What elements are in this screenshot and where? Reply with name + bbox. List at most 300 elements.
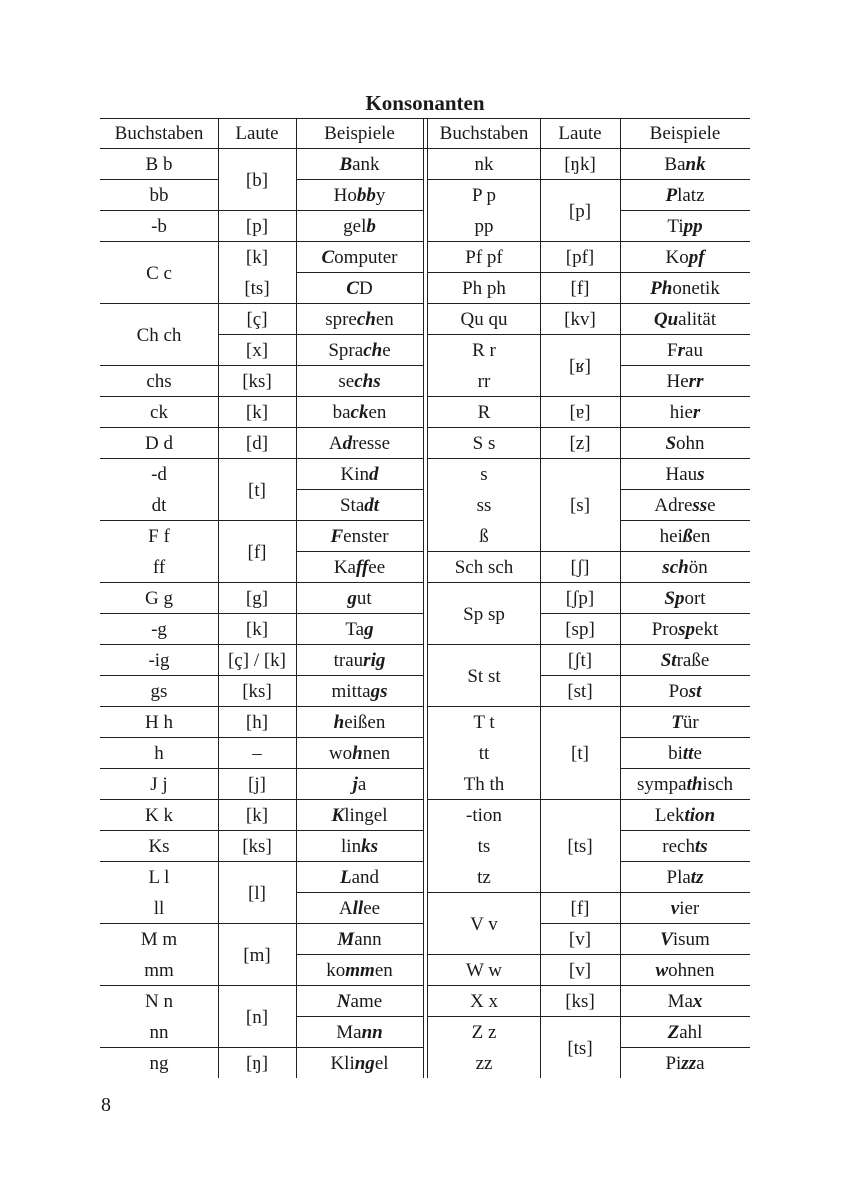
example-cell: Straße xyxy=(660,650,710,671)
row-rule xyxy=(428,272,540,273)
sound-cell: [ks] xyxy=(242,371,272,392)
row-rule xyxy=(100,396,218,397)
letter-cell: nn xyxy=(149,1022,169,1043)
row-rule xyxy=(540,923,620,924)
row-rule xyxy=(100,861,218,862)
letter-cell: ß xyxy=(479,526,489,547)
sound-cell: [k] xyxy=(245,402,269,423)
sound-cell: [ks] xyxy=(242,681,272,702)
letter-cell: P p xyxy=(471,185,497,206)
row-rule xyxy=(296,458,423,459)
column-header: Beispiele xyxy=(324,123,395,144)
letter-cell: ff xyxy=(152,557,166,578)
row-rule xyxy=(540,179,620,180)
row-rule xyxy=(620,241,750,242)
example-cell: CD xyxy=(346,278,373,299)
example-cell: bitte xyxy=(668,743,702,764)
sound-cell: [k] xyxy=(245,619,269,640)
row-rule xyxy=(540,985,620,986)
example-cell: Klingel xyxy=(331,805,388,826)
row-rule xyxy=(296,706,423,707)
letter-cell: Z z xyxy=(471,1022,497,1043)
row-rule xyxy=(296,210,423,211)
divider-rule xyxy=(427,118,428,1078)
letter-cell: dt xyxy=(151,495,167,516)
row-rule xyxy=(428,458,540,459)
row-rule xyxy=(428,303,540,304)
example-cell: rechts xyxy=(662,836,708,857)
row-rule xyxy=(218,830,296,831)
example-cell: hier xyxy=(669,402,701,423)
sound-cell: [ŋk] xyxy=(564,154,596,175)
letter-cell: -tion xyxy=(466,805,502,826)
letter-cell: Ch ch xyxy=(136,324,182,346)
example-cell: sprechen xyxy=(325,309,394,330)
sound-cell: [ʃt] xyxy=(567,650,593,671)
sound-cell: [x] xyxy=(245,340,269,361)
sound-cell: [ŋ] xyxy=(245,1053,269,1074)
row-rule xyxy=(100,520,218,521)
example-cell: Bank xyxy=(339,154,380,175)
letter-cell: ng xyxy=(149,1053,169,1074)
sound-cell: [t] xyxy=(571,743,589,764)
sound-cell: [k] xyxy=(245,805,269,826)
row-rule xyxy=(540,706,620,707)
letter-cell: Sp sp xyxy=(463,603,505,625)
row-rule xyxy=(428,241,540,242)
example-cell: traurig xyxy=(333,650,386,671)
letter-cell: Sch sch xyxy=(454,557,514,578)
example-cell: Platz xyxy=(665,185,705,206)
row-rule xyxy=(296,613,423,614)
example-cell: Visum xyxy=(660,929,710,950)
row-rule xyxy=(620,613,750,614)
row-rule xyxy=(218,365,296,366)
sound-cell: [ts] xyxy=(567,836,593,857)
row-rule xyxy=(620,210,750,211)
row-rule xyxy=(428,582,540,583)
row-rule xyxy=(428,179,540,180)
letter-cell: ts xyxy=(477,836,491,857)
sound-cell: [s] xyxy=(569,495,591,516)
row-rule xyxy=(620,582,750,583)
sound-cell: [ts] xyxy=(567,1037,593,1059)
row-rule xyxy=(540,613,620,614)
letter-cell: C c xyxy=(146,262,172,284)
example-cell: Stadt xyxy=(339,495,380,516)
row-rule xyxy=(620,427,750,428)
sound-cell: [f] xyxy=(247,541,267,563)
row-rule xyxy=(218,458,296,459)
example-cell: Mann xyxy=(337,929,382,950)
row-rule xyxy=(540,799,620,800)
example-cell: Land xyxy=(339,867,380,888)
row-rule xyxy=(620,396,750,397)
column-header: Laute xyxy=(558,123,602,144)
row-rule xyxy=(218,241,296,242)
row-rule xyxy=(428,985,540,986)
example-cell: Post xyxy=(668,681,702,702)
sound-cell: [v] xyxy=(568,960,592,981)
row-rule xyxy=(620,458,750,459)
row-rule xyxy=(620,768,750,769)
row-rule xyxy=(296,241,423,242)
example-cell: Adresse xyxy=(654,495,716,516)
row-rule xyxy=(620,334,750,335)
row-rule xyxy=(620,861,750,862)
letter-cell: s xyxy=(480,464,488,485)
row-rule xyxy=(620,1047,750,1048)
example-cell: Tipp xyxy=(667,216,703,237)
sound-cell: [l] xyxy=(248,882,266,904)
letter-cell: Th th xyxy=(463,774,505,795)
row-rule xyxy=(540,303,620,304)
letter-cell: ss xyxy=(476,495,492,516)
row-rule xyxy=(540,396,620,397)
row-rule xyxy=(218,582,296,583)
row-rule xyxy=(100,675,218,676)
example-cell: Max xyxy=(667,991,703,1012)
sound-cell: [pf] xyxy=(565,247,595,268)
row-rule xyxy=(540,644,620,645)
row-rule xyxy=(296,737,423,738)
row-rule xyxy=(620,489,750,490)
row-rule xyxy=(620,830,750,831)
row-rule xyxy=(540,272,620,273)
sound-cell: [z] xyxy=(569,433,591,454)
row-rule xyxy=(296,1016,423,1017)
row-rule xyxy=(428,799,540,800)
letter-cell: pp xyxy=(474,216,494,237)
sound-cell: [kv] xyxy=(564,309,596,330)
row-rule xyxy=(296,923,423,924)
row-rule xyxy=(620,985,750,986)
sound-cell: [h] xyxy=(245,712,269,733)
letter-cell: W w xyxy=(465,960,503,981)
example-cell: Kind xyxy=(340,464,379,485)
row-rule xyxy=(296,489,423,490)
row-rule xyxy=(100,210,218,211)
row-rule xyxy=(296,303,423,304)
sound-cell: [n] xyxy=(245,1006,269,1028)
row-rule xyxy=(620,892,750,893)
row-rule xyxy=(218,768,296,769)
row-rule xyxy=(100,923,218,924)
letter-cell: S s xyxy=(472,433,496,454)
row-rule xyxy=(218,427,296,428)
example-cell: Kopf xyxy=(665,247,705,268)
row-rule xyxy=(428,1016,540,1017)
row-rule xyxy=(100,737,218,738)
row-rule xyxy=(428,892,540,893)
sound-cell: [p] xyxy=(568,200,592,222)
example-cell: Fenster xyxy=(330,526,389,547)
letter-cell: Ph ph xyxy=(462,278,506,299)
column-rule xyxy=(620,118,621,1078)
column-rule xyxy=(540,118,541,1078)
row-rule xyxy=(540,954,620,955)
row-rule xyxy=(100,644,218,645)
sound-cell: [m] xyxy=(243,944,271,966)
letter-cell: T t xyxy=(473,712,495,733)
row-rule xyxy=(620,179,750,180)
example-cell: ja xyxy=(352,774,367,795)
example-cell: Phonetik xyxy=(650,278,720,299)
row-rule xyxy=(620,799,750,800)
example-cell: Zahl xyxy=(667,1022,703,1043)
example-cell: Sohn xyxy=(665,433,705,454)
example-cell: Herr xyxy=(666,371,704,392)
row-rule xyxy=(620,644,750,645)
row-rule xyxy=(218,396,296,397)
row-rule xyxy=(620,954,750,955)
letter-cell: K k xyxy=(145,805,173,826)
row-rule xyxy=(540,334,620,335)
row-rule xyxy=(100,830,218,831)
row-rule xyxy=(100,768,218,769)
sound-cell: [ʁ] xyxy=(569,355,591,377)
letter-cell: V v xyxy=(470,913,498,935)
row-rule xyxy=(218,985,296,986)
page-title: Konsonanten xyxy=(365,91,485,115)
example-cell: Prospekt xyxy=(651,619,719,640)
divider-rule xyxy=(423,118,424,1078)
sound-cell: [ks] xyxy=(242,836,272,857)
letter-cell: mm xyxy=(144,960,174,981)
row-rule xyxy=(296,768,423,769)
row-rule xyxy=(428,954,540,955)
letter-cell: B b xyxy=(145,154,173,175)
letter-cell: H h xyxy=(145,712,173,733)
letter-cell: gs xyxy=(150,681,168,702)
row-rule xyxy=(620,551,750,552)
example-cell: schön xyxy=(662,557,708,578)
letter-cell: ll xyxy=(153,898,165,919)
letter-cell: Ks xyxy=(148,836,170,857)
example-cell: Kaffee xyxy=(333,557,386,578)
row-rule xyxy=(540,458,620,459)
letter-cell: M m xyxy=(140,929,178,950)
example-cell: sechs xyxy=(338,371,381,392)
row-rule xyxy=(218,644,296,645)
sound-cell: [t] xyxy=(248,479,266,501)
sound-cell: [v] xyxy=(568,929,592,950)
sound-cell: [j] xyxy=(248,774,266,795)
row-rule xyxy=(296,520,423,521)
row-rule xyxy=(296,551,423,552)
letter-cell: Qu qu xyxy=(460,309,508,330)
row-rule xyxy=(296,675,423,676)
letter-cell: rr xyxy=(477,371,491,392)
sound-cell: [ç] xyxy=(246,309,268,330)
example-cell: Mann xyxy=(336,1022,383,1043)
row-rule xyxy=(620,1016,750,1017)
row-rule xyxy=(428,644,540,645)
example-cell: Haus xyxy=(665,464,705,485)
row-rule xyxy=(296,272,423,273)
example-cell: Qualität xyxy=(653,309,717,330)
row-rule xyxy=(100,582,218,583)
example-cell: Computer xyxy=(321,247,398,268)
letter-cell: -b xyxy=(151,216,167,237)
letter-cell: L l xyxy=(148,867,170,888)
sound-cell: [ɐ] xyxy=(569,402,591,423)
row-rule xyxy=(620,272,750,273)
example-cell: mittags xyxy=(331,681,388,702)
letter-cell: -g xyxy=(151,619,167,640)
example-cell: Hobby xyxy=(333,185,386,206)
header-rule xyxy=(100,148,750,149)
row-rule xyxy=(296,427,423,428)
letter-cell: St st xyxy=(467,665,501,687)
row-rule xyxy=(218,706,296,707)
example-cell: Tag xyxy=(345,619,374,640)
letter-cell: X x xyxy=(470,991,498,1012)
row-rule xyxy=(218,923,296,924)
row-rule xyxy=(296,365,423,366)
row-rule xyxy=(218,861,296,862)
example-cell: links xyxy=(341,836,378,857)
sound-cell: [ks] xyxy=(565,991,595,1012)
letter-cell: J j xyxy=(150,774,168,795)
row-rule xyxy=(296,644,423,645)
sound-cell: [g] xyxy=(245,588,269,609)
row-rule xyxy=(218,737,296,738)
row-rule xyxy=(540,582,620,583)
row-rule xyxy=(540,241,620,242)
row-rule xyxy=(296,985,423,986)
example-cell: Allee xyxy=(338,898,381,919)
example-cell: backen xyxy=(332,402,387,423)
letter-cell: tt xyxy=(478,743,490,764)
row-rule xyxy=(428,396,540,397)
row-rule xyxy=(620,706,750,707)
row-rule xyxy=(218,210,296,211)
row-rule xyxy=(296,179,423,180)
row-rule xyxy=(296,582,423,583)
row-rule xyxy=(620,675,750,676)
row-rule xyxy=(540,551,620,552)
row-rule xyxy=(540,427,620,428)
row-rule xyxy=(540,892,620,893)
row-rule xyxy=(428,706,540,707)
example-cell: Name xyxy=(336,991,383,1012)
example-cell: Frau xyxy=(667,340,703,361)
example-cell: Adresse xyxy=(328,433,391,454)
column-rule xyxy=(218,118,219,1078)
letter-cell: h xyxy=(154,743,164,764)
row-rule xyxy=(218,334,296,335)
example-cell: wohnen xyxy=(328,743,391,764)
example-cell: gut xyxy=(347,588,372,609)
example-cell: vier xyxy=(670,898,700,919)
row-rule xyxy=(620,365,750,366)
example-cell: Platz xyxy=(666,867,704,888)
example-cell: sympathisch xyxy=(636,774,734,795)
sound-cell: [b] xyxy=(245,169,269,191)
sound-cell: [ts] xyxy=(244,278,270,299)
row-rule xyxy=(296,830,423,831)
row-rule xyxy=(620,303,750,304)
page-number: 8 xyxy=(101,1094,111,1116)
sound-cell: [k] xyxy=(245,247,269,268)
row-rule xyxy=(620,520,750,521)
row-rule xyxy=(100,241,218,242)
letter-cell: chs xyxy=(146,371,172,392)
sound-cell: – xyxy=(252,743,262,764)
letter-cell: zz xyxy=(475,1053,493,1074)
row-rule xyxy=(428,427,540,428)
example-cell: kommen xyxy=(326,960,393,981)
row-rule xyxy=(540,675,620,676)
example-cell: heißen xyxy=(333,712,386,733)
row-rule xyxy=(218,303,296,304)
row-rule xyxy=(218,675,296,676)
example-cell: Sprache xyxy=(328,340,391,361)
row-rule xyxy=(100,365,218,366)
sound-cell: [d] xyxy=(245,433,269,454)
row-rule xyxy=(100,799,218,800)
row-rule xyxy=(100,1047,218,1048)
row-rule xyxy=(296,1047,423,1048)
letter-cell: tz xyxy=(477,867,491,888)
row-rule xyxy=(218,799,296,800)
row-rule xyxy=(540,1016,620,1017)
letter-cell: F f xyxy=(148,526,170,547)
example-cell: Bank xyxy=(664,154,706,175)
example-cell: wohnen xyxy=(655,960,715,981)
letter-cell: ck xyxy=(150,402,168,423)
letter-cell: -ig xyxy=(148,650,170,671)
sound-cell: [f] xyxy=(570,898,590,919)
row-rule xyxy=(296,799,423,800)
column-rule xyxy=(296,118,297,1078)
row-rule xyxy=(100,985,218,986)
letter-cell: N n xyxy=(145,991,173,1012)
example-cell: gelb xyxy=(343,216,376,237)
row-rule xyxy=(100,458,218,459)
row-rule xyxy=(428,334,540,335)
example-cell: Lektion xyxy=(654,805,716,826)
row-rule xyxy=(296,954,423,955)
row-rule xyxy=(100,613,218,614)
letter-cell: R r xyxy=(472,340,496,361)
letter-cell: nk xyxy=(474,154,494,175)
column-header: Laute xyxy=(235,123,279,144)
letter-cell: G g xyxy=(145,588,173,609)
sound-cell: [st] xyxy=(567,681,593,702)
example-cell: heißen xyxy=(659,526,711,547)
row-rule xyxy=(100,706,218,707)
example-cell: Tür xyxy=(671,712,699,733)
letter-cell: bb xyxy=(149,185,169,206)
row-rule xyxy=(100,303,218,304)
column-header: Buchstaben xyxy=(114,123,204,144)
row-rule xyxy=(296,396,423,397)
example-cell: Klingel xyxy=(330,1053,389,1074)
row-rule xyxy=(620,737,750,738)
row-rule xyxy=(218,613,296,614)
letter-cell: D d xyxy=(145,433,173,454)
sound-cell: [ç] / [k] xyxy=(227,650,287,671)
sound-cell: [ʃp] xyxy=(565,588,595,609)
row-rule xyxy=(218,520,296,521)
sound-cell: [p] xyxy=(245,216,269,237)
row-rule xyxy=(296,861,423,862)
row-rule xyxy=(428,551,540,552)
row-rule xyxy=(100,427,218,428)
letter-cell: R xyxy=(477,402,491,423)
